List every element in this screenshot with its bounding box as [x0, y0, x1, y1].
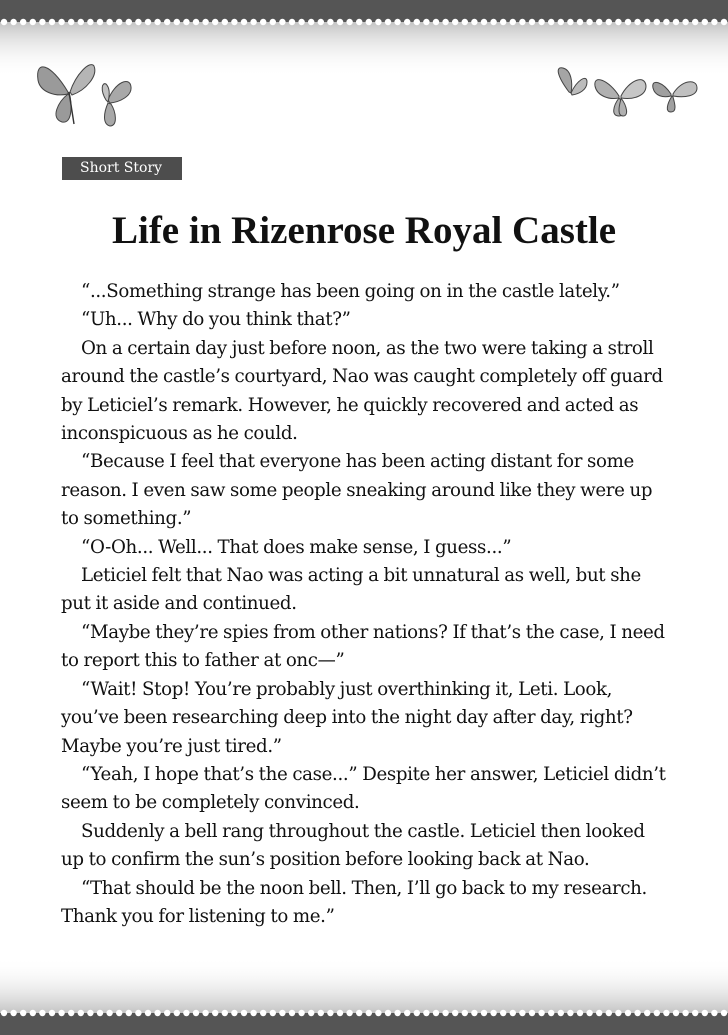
border-dot — [58, 19, 64, 25]
border-dot — [433, 19, 439, 25]
border-dot — [154, 19, 160, 25]
border-dot — [414, 1010, 420, 1016]
paragraph: “Maybe they’re spies from other nations? If that’s the case, I need to report this to father at onc—” — [61, 621, 665, 672]
border-dot — [298, 1010, 304, 1016]
border-dot — [702, 19, 708, 25]
border-dot — [500, 1010, 506, 1016]
border-dot — [164, 19, 170, 25]
border-dot — [471, 1010, 477, 1016]
border-dot — [375, 1010, 381, 1016]
border-dot — [471, 19, 477, 25]
border-dot — [519, 19, 525, 25]
butterflies-left-icon — [30, 52, 140, 132]
border-dot — [644, 1010, 650, 1016]
paragraph: On a certain day just before noon, as the two were taking a stroll around the castle’s courtyard, Nao was caught completely off guard by Leticiel’s remark. However, he quickly recovered and acted as inconspicuous as he could. — [61, 337, 663, 445]
border-dot — [164, 1010, 170, 1016]
border-dot — [241, 1010, 247, 1016]
border-dot — [529, 19, 535, 25]
border-dot — [231, 1010, 237, 1016]
border-dot — [270, 1010, 276, 1016]
border-dot — [490, 19, 496, 25]
border-dot — [548, 19, 554, 25]
border-dot — [442, 1010, 448, 1016]
border-dot — [567, 19, 573, 25]
border-dot — [279, 19, 285, 25]
border-dot — [394, 19, 400, 25]
border-dot — [385, 1010, 391, 1016]
paragraph: “Because I feel that everyone has been acting distant for some reason. I even saw some people sneaking around like they were up to something.” — [61, 451, 653, 530]
paragraph: Leticiel felt that Nao was acting a bit unnatural as well, but she put it aside and continued. — [61, 565, 641, 615]
border-dot — [78, 19, 84, 25]
border-dot — [97, 19, 103, 25]
bottom-border — [0, 955, 728, 1035]
paragraph: “That should be the noon bell. Then, I’ll go back to my research. Thank you for listening to me.” — [61, 877, 647, 927]
border-dot — [682, 1010, 688, 1016]
border-dot — [126, 1010, 132, 1016]
border-dot — [394, 1010, 400, 1016]
paragraph: “...Something strange has been going on in the castle lately.” — [81, 281, 620, 302]
page-title: Life in Rizenrose Royal Castle — [111, 209, 617, 252]
paragraph: “Wait! Stop! You’re probably just overthinking it, Leti. Look, you’ve been researching deep into the night day after day, right? Maybe you’re just tired.” — [61, 678, 633, 757]
border-dot — [49, 19, 55, 25]
border-dot — [606, 19, 612, 25]
border-dot — [423, 1010, 429, 1016]
border-dot — [87, 19, 93, 25]
border-dot — [58, 1010, 64, 1016]
border-dot — [241, 19, 247, 25]
border-dot — [1, 1010, 7, 1016]
border-dot — [711, 19, 717, 25]
border-dot — [346, 1010, 352, 1016]
border-dot — [260, 1010, 266, 1016]
border-dot — [625, 19, 631, 25]
border-dot — [414, 19, 420, 25]
border-dot — [663, 19, 669, 25]
border-dot — [270, 19, 276, 25]
border-dot — [462, 1010, 468, 1016]
border-dot — [404, 19, 410, 25]
border-dot — [366, 19, 372, 25]
border-dot — [193, 19, 199, 25]
border-dot — [106, 1010, 112, 1016]
border-dot — [10, 19, 16, 25]
border-dot — [337, 19, 343, 25]
border-dot — [366, 1010, 372, 1016]
border-dot — [481, 19, 487, 25]
border-dot — [97, 1010, 103, 1016]
border-dot — [30, 1010, 36, 1016]
story-text — [61, 278, 671, 931]
border-dot — [577, 1010, 583, 1016]
border-dot — [634, 1010, 640, 1016]
paragraph: “Uh... Why do you think that?” — [81, 309, 351, 331]
border-dot — [673, 19, 679, 25]
border-dot — [481, 1010, 487, 1016]
butterflies-right-icon — [553, 62, 703, 122]
border-dot — [126, 19, 132, 25]
border-dot — [500, 19, 506, 25]
border-dot — [433, 1010, 439, 1016]
border-dot — [193, 1010, 199, 1016]
border-dot — [654, 19, 660, 25]
border-dot — [558, 19, 564, 25]
border-dot — [106, 19, 112, 25]
border-dot — [644, 19, 650, 25]
border-dot — [250, 19, 256, 25]
border-dot — [39, 19, 45, 25]
border-dot — [625, 1010, 631, 1016]
border-dot — [308, 1010, 314, 1016]
border-dot — [183, 19, 189, 25]
border-dot — [548, 1010, 554, 1016]
border-dot — [692, 1010, 698, 1016]
border-dot — [174, 19, 180, 25]
border-dot — [442, 19, 448, 25]
border-dot — [308, 19, 314, 25]
border-dot — [116, 1010, 122, 1016]
border-dot — [174, 1010, 180, 1016]
paragraph: “O-Oh... Well... That does make sense, I guess...” — [81, 536, 512, 558]
border-dot — [567, 1010, 573, 1016]
border-dot — [423, 19, 429, 25]
border-dot — [327, 19, 333, 25]
border-dot — [202, 19, 208, 25]
border-dot — [183, 1010, 189, 1016]
border-dot — [577, 19, 583, 25]
border-dot — [615, 19, 621, 25]
border-dot — [222, 1010, 228, 1016]
border-dot — [135, 19, 141, 25]
border-dot — [145, 19, 151, 25]
border-dot — [490, 1010, 496, 1016]
border-dot — [356, 19, 362, 25]
border-dot — [462, 19, 468, 25]
border-dot — [385, 19, 391, 25]
border-dot — [116, 19, 122, 25]
border-dot — [327, 1010, 333, 1016]
border-dot — [596, 1010, 602, 1016]
border-dot — [68, 19, 74, 25]
border-dot — [260, 19, 266, 25]
border-dot — [78, 1010, 84, 1016]
border-dot — [68, 1010, 74, 1016]
border-dot — [538, 1010, 544, 1016]
border-dot — [337, 1010, 343, 1016]
paragraph: Suddenly a bell rang throughout the castle. Leticiel then looked up to confirm the sun’s position before looking back at Nao. — [61, 820, 645, 871]
section-label: Short Story — [62, 157, 182, 180]
border-dot — [154, 1010, 160, 1016]
border-dot — [346, 19, 352, 25]
border-dot — [586, 1010, 592, 1016]
border-dot — [375, 19, 381, 25]
border-dot — [49, 1010, 55, 1016]
border-dot — [721, 1010, 727, 1016]
paragraph: “Yeah, I hope that’s the case...” Despite her answer, Leticiel didn’t seem to be completely convinced. — [61, 763, 666, 814]
border-dot — [711, 1010, 717, 1016]
border-dot — [519, 1010, 525, 1016]
border-dot — [634, 19, 640, 25]
border-dot — [20, 1010, 26, 1016]
border-dot — [289, 1010, 295, 1016]
border-dot — [702, 1010, 708, 1016]
border-dot — [692, 19, 698, 25]
border-dot — [298, 19, 304, 25]
border-dot — [1, 19, 7, 25]
border-dot — [222, 19, 228, 25]
border-dot — [356, 1010, 362, 1016]
border-dot — [212, 1010, 218, 1016]
border-dot — [510, 19, 516, 25]
border-dot — [606, 1010, 612, 1016]
border-dot — [145, 1010, 151, 1016]
border-dot — [663, 1010, 669, 1016]
border-dot — [231, 19, 237, 25]
border-dot — [39, 1010, 45, 1016]
border-dot — [529, 1010, 535, 1016]
border-dot — [87, 1010, 93, 1016]
border-dot — [586, 19, 592, 25]
border-dot — [135, 1010, 141, 1016]
border-dot — [250, 1010, 256, 1016]
border-dot — [452, 1010, 458, 1016]
border-dot — [452, 19, 458, 25]
border-dot — [673, 1010, 679, 1016]
border-dot — [596, 19, 602, 25]
border-dot — [615, 1010, 621, 1016]
border-dot — [10, 1010, 16, 1016]
border-dot — [654, 1010, 660, 1016]
border-dot — [202, 1010, 208, 1016]
border-dot — [538, 19, 544, 25]
border-dot — [558, 1010, 564, 1016]
border-dot — [318, 19, 324, 25]
border-dot — [510, 1010, 516, 1016]
border-dot — [30, 19, 36, 25]
border-dot — [289, 19, 295, 25]
border-dot — [318, 1010, 324, 1016]
border-dot — [721, 19, 727, 25]
border-dot — [212, 19, 218, 25]
border-dot — [682, 19, 688, 25]
border-dot — [20, 19, 26, 25]
border-dot — [279, 1010, 285, 1016]
border-dot — [404, 1010, 410, 1016]
